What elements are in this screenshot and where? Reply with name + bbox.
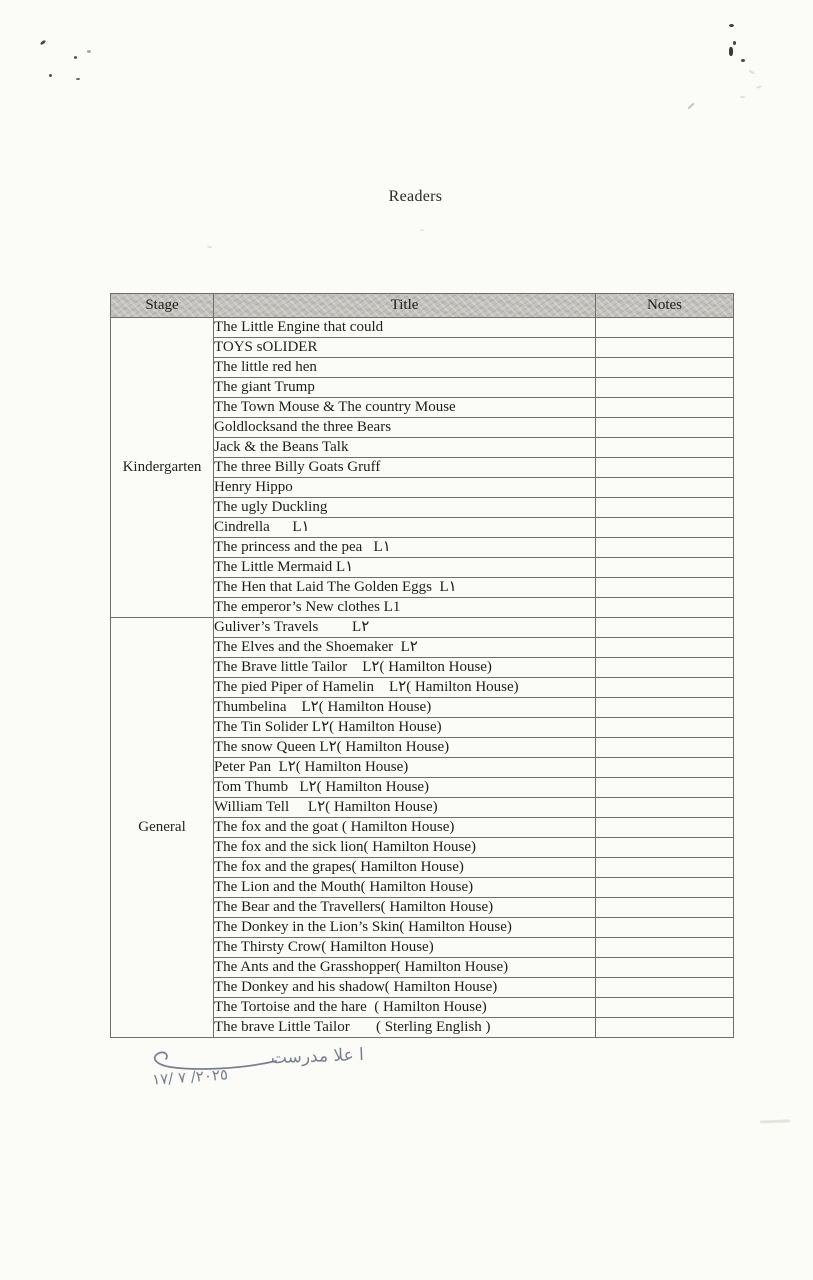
- scan-speck: [40, 40, 47, 46]
- table-row: [111, 318, 734, 338]
- notes-cell: [596, 658, 734, 678]
- title-cell: The pied Piper of Hamelin L٢( Hamilton House): [214, 678, 596, 698]
- title-cell: The Bear and the Travellers( Hamilton House): [214, 898, 596, 918]
- title-cell: Cindrella L١: [214, 518, 596, 538]
- scan-speck: [741, 59, 745, 62]
- title-cell: The ugly Duckling: [214, 498, 596, 518]
- table-row: [111, 618, 734, 638]
- stage-cell: Kindergarten: [111, 318, 214, 618]
- title-cell: The Hen that Laid The Golden Eggs L١: [214, 578, 596, 598]
- notes-cell: [596, 798, 734, 818]
- title-cell: Goldlocksand the three Bears: [214, 418, 596, 438]
- stage-cell: General: [111, 618, 214, 1038]
- scan-speck: [76, 78, 80, 80]
- title-cell: Thumbelina L٢( Hamilton House): [214, 698, 596, 718]
- notes-cell: [596, 478, 734, 498]
- title-cell: Tom Thumb L٢( Hamilton House): [214, 778, 596, 798]
- title-cell: The Little Engine that could: [214, 318, 596, 338]
- page-title: Readers: [388, 188, 443, 205]
- title-cell: Peter Pan L٢( Hamilton House): [214, 758, 596, 778]
- notes-cell: [596, 418, 734, 438]
- title-cell: The Little Mermaid L١: [214, 558, 596, 578]
- title-cell: The brave Little Tailor ( Sterling English ): [214, 1018, 596, 1038]
- scan-speck: [74, 56, 77, 59]
- scan-speck: [420, 229, 424, 231]
- column-header-stage: Stage: [111, 294, 214, 318]
- notes-cell: [596, 758, 734, 778]
- notes-cell: [596, 518, 734, 538]
- table-body: [111, 318, 734, 1038]
- handwriting-arabic-text: ا علا مدرست: [270, 1045, 365, 1069]
- notes-cell: [596, 878, 734, 898]
- scan-speck: [760, 1119, 790, 1123]
- title-cell: The emperor’s New clothes L1: [214, 598, 596, 618]
- title-cell: Guliver’s Travels L٢: [214, 618, 596, 638]
- title-cell: The snow Queen L٢( Hamilton House): [214, 738, 596, 758]
- notes-cell: [596, 498, 734, 518]
- notes-cell: [596, 858, 734, 878]
- notes-cell: [596, 398, 734, 418]
- title-cell: TOYS sOLIDER: [214, 338, 596, 358]
- notes-cell: [596, 598, 734, 618]
- title-cell: The Brave little Tailor L٢( Hamilton House): [214, 658, 596, 678]
- scan-speck: [687, 103, 694, 110]
- scan-speck: [733, 41, 736, 45]
- handwritten-date: ٢٠٢٥/ ٧ /١٧: [151, 1065, 229, 1089]
- title-cell: Henry Hippo: [214, 478, 596, 498]
- scan-speck: [729, 24, 734, 27]
- notes-cell: [596, 578, 734, 598]
- title-cell: The Elves and the Shoemaker L٢: [214, 638, 596, 658]
- title-cell: The Tin Solider L٢( Hamilton House): [214, 718, 596, 738]
- notes-cell: [596, 318, 734, 338]
- title-cell: The Town Mouse & The country Mouse: [214, 398, 596, 418]
- title-cell: William Tell L٢( Hamilton House): [214, 798, 596, 818]
- table-header-row: [111, 294, 734, 318]
- scan-speck: [87, 50, 91, 53]
- title-cell: The giant Trump: [214, 378, 596, 398]
- column-header-notes: Notes: [596, 294, 734, 318]
- title-cell: The fox and the grapes( Hamilton House): [214, 858, 596, 878]
- notes-cell: [596, 838, 734, 858]
- scan-speck: [49, 74, 52, 77]
- notes-cell: [596, 778, 734, 798]
- notes-cell: [596, 538, 734, 558]
- title-cell: The Donkey and his shadow( Hamilton House): [214, 978, 596, 998]
- scan-speck: [748, 69, 755, 74]
- notes-cell: [596, 938, 734, 958]
- scan-speck: [729, 47, 733, 56]
- notes-cell: [596, 1018, 734, 1038]
- notes-cell: [596, 338, 734, 358]
- notes-cell: [596, 558, 734, 578]
- title-cell: Jack & the Beans Talk: [214, 438, 596, 458]
- notes-cell: [596, 438, 734, 458]
- title-cell: The Ants and the Grasshopper( Hamilton House): [214, 958, 596, 978]
- notes-cell: [596, 818, 734, 838]
- notes-cell: [596, 958, 734, 978]
- notes-cell: [596, 618, 734, 638]
- scan-speck: [740, 96, 745, 98]
- notes-cell: [596, 898, 734, 918]
- readers-table: [110, 293, 734, 1038]
- notes-cell: [596, 698, 734, 718]
- notes-cell: [596, 718, 734, 738]
- notes-cell: [596, 918, 734, 938]
- title-cell: The three Billy Goats Gruff: [214, 458, 596, 478]
- notes-cell: [596, 998, 734, 1018]
- scan-speck: [207, 245, 212, 249]
- title-cell: The Lion and the Mouth( Hamilton House): [214, 878, 596, 898]
- notes-cell: [596, 638, 734, 658]
- handwritten-annotation: [136, 1034, 386, 1098]
- notes-cell: [596, 678, 734, 698]
- title-cell: The fox and the goat ( Hamilton House): [214, 818, 596, 838]
- notes-cell: [596, 738, 734, 758]
- notes-cell: [596, 458, 734, 478]
- notes-cell: [596, 978, 734, 998]
- title-cell: The princess and the pea L١: [214, 538, 596, 558]
- title-cell: The Tortoise and the hare ( Hamilton House): [214, 998, 596, 1018]
- column-header-title: Title: [214, 294, 596, 318]
- title-cell: The Donkey in the Lion’s Skin( Hamilton House): [214, 918, 596, 938]
- scan-speck: [756, 85, 762, 89]
- handwriting-swoosh: [155, 1052, 276, 1069]
- title-cell: The little red hen: [214, 358, 596, 378]
- notes-cell: [596, 358, 734, 378]
- title-cell: The fox and the sick lion( Hamilton House): [214, 838, 596, 858]
- notes-cell: [596, 378, 734, 398]
- title-cell: The Thirsty Crow( Hamilton House): [214, 938, 596, 958]
- handwriting-line1: [136, 1034, 386, 1098]
